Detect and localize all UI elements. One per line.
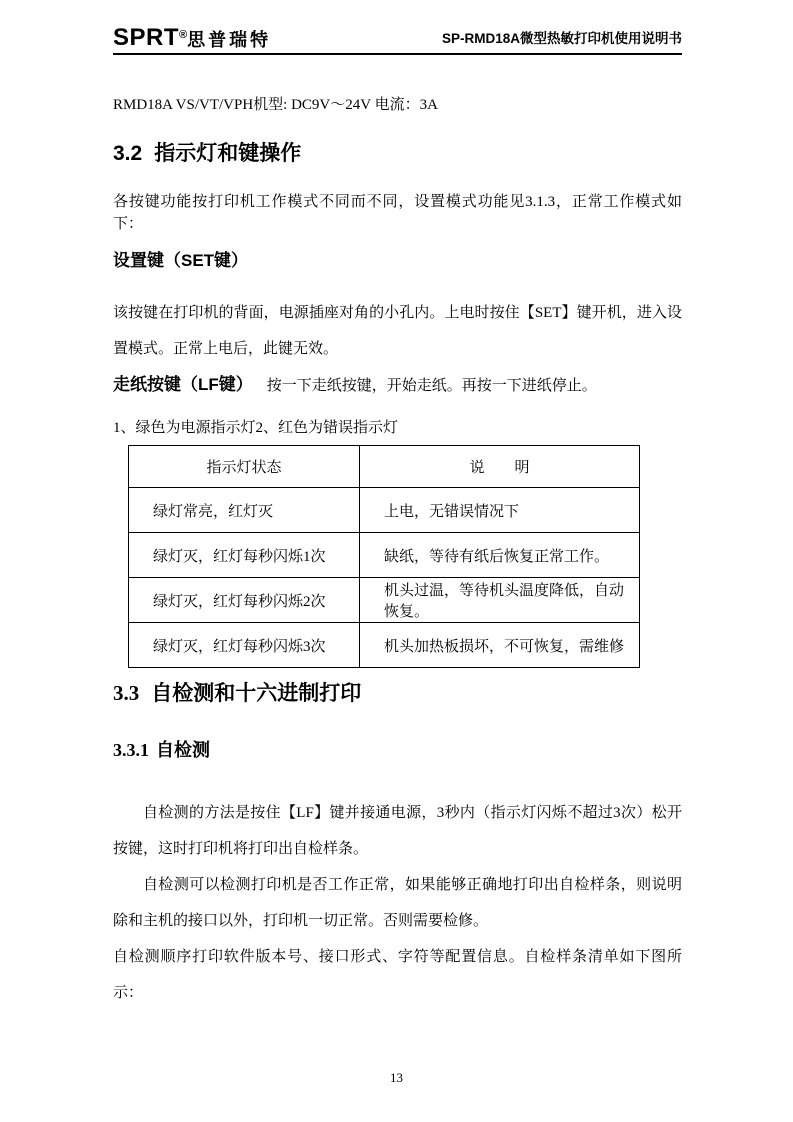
- table-cell-state: 绿灯灭，红灯每秒闪烁2次: [129, 578, 360, 623]
- section-3-3-number: 3.3: [113, 681, 140, 705]
- table-header-state: 指示灯状态: [129, 446, 360, 488]
- lf-key-description: 按一下走纸按键，开始走纸。再按一下进纸停止。: [266, 378, 597, 394]
- brand-name-chinese: 思普瑞特: [187, 30, 272, 50]
- section-3-2-title: 指示灯和键操作: [154, 142, 302, 165]
- table-cell-state: 绿灯常亮，红灯灭: [129, 488, 360, 533]
- section-3-3-1-number: 3.3.1: [113, 740, 149, 760]
- lf-key-line: [113, 373, 682, 398]
- table-header-row: [129, 446, 640, 488]
- page-header: [113, 0, 682, 55]
- table-cell-state: 绿灯灭，红灯每秒闪烁3次: [129, 623, 360, 668]
- self-test-paragraph-1: 自检测的方法是按住【LF】键并接通电源，3秒内（指示灯闪烁不超过3次）松开按键，这时打印机将打印出自检样条。: [113, 805, 682, 857]
- brand-name: SPRT: [113, 24, 180, 51]
- table-cell-description: 机头加热板损坏，不可恢复，需维修: [360, 623, 640, 668]
- table-header-description: 说 明: [360, 446, 640, 488]
- page-number: 13: [390, 1070, 403, 1085]
- section-3-2-heading: [113, 141, 682, 167]
- set-key-description: 该按键在打印机的背面，电源插座对角的小孔内。上电时按住【SET】键开机，进入设置模式。正常上电后，此键无效。: [113, 305, 682, 357]
- section-3-2-intro: 各按键功能按打印机工作模式不同而不同，设置模式功能见3.1.3，正常工作模式如下：: [113, 194, 682, 232]
- section-3-2-number: 3.2: [113, 142, 143, 165]
- registered-trademark-icon: ®: [179, 29, 188, 41]
- table-cell-description: 缺纸，等待有纸后恢复正常工作。: [360, 533, 640, 578]
- led-color-note: 1、绿色为电源指示灯2、红色为错误指示灯: [113, 420, 399, 436]
- section-3-3-heading: [113, 680, 682, 707]
- table-cell-description: 上电，无错误情况下: [360, 488, 640, 533]
- led-status-table: [128, 445, 640, 668]
- set-key-title: 设置键（SET键）: [113, 251, 249, 270]
- self-test-paragraph-3: 自检测顺序打印软件版本号、接口形式、字符等配置信息。自检样条清单如下图所示：: [113, 949, 682, 1001]
- table-row: [129, 488, 640, 533]
- table-cell-state: 绿灯灭，红灯每秒闪烁1次: [129, 533, 360, 578]
- table-row: [129, 623, 640, 668]
- brand-logo: [113, 26, 271, 50]
- table-cell-description: 机头过温，等待机头温度降低，自动恢复。: [360, 578, 640, 623]
- section-3-3-1-title: 自检测: [156, 740, 210, 760]
- self-test-paragraph-2: 自检测可以检测打印机是否工作正常，如果能够正确地打印出自检样条，则说明除和主机的接口以外，打印机一切正常。否则需要检修。: [113, 877, 682, 929]
- section-3-3-title: 自检测和十六进制打印: [151, 682, 362, 705]
- table-row: [129, 533, 640, 578]
- section-3-3-1-heading: [113, 739, 682, 761]
- lf-key-title: 走纸按键（LF键）: [113, 375, 253, 394]
- table-row: [129, 578, 640, 623]
- model-power-spec: RMD18A VS/VT/VPH机型: DC9V～24V 电流：3A: [113, 97, 438, 113]
- document-title: SP-RMD18A微型热敏打印机使用说明书: [441, 31, 682, 46]
